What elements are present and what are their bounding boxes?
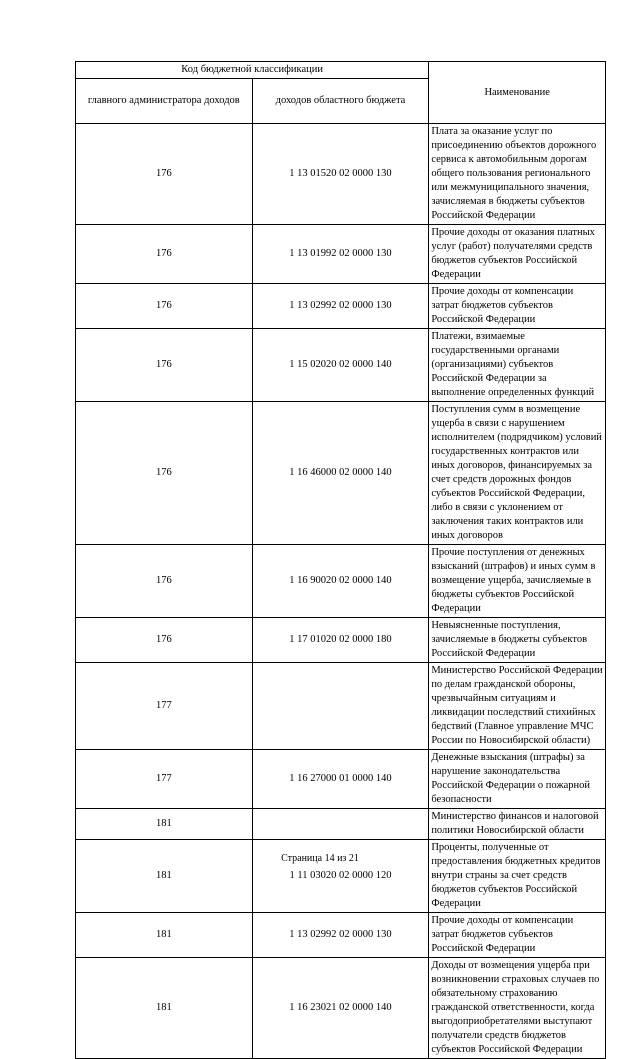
table-row	[76, 329, 606, 402]
income-code-cell: 1 17 01020 02 0000 180	[252, 618, 429, 663]
name-cell: Платежи, взимаемые государственными органами (организациями) субъектов Российской Федерации за выполнение определенных функций	[429, 329, 606, 402]
income-code-cell: 1 16 46000 02 0000 140	[252, 402, 429, 545]
name-cell: Плата за оказание услуг по присоединению объектов дорожного сервиса к автомобильным дорогам общего пользования регионального или межмуниципального значения, зачисляемая в бюджеты субъектов Российской Федерации	[429, 124, 606, 225]
name-cell: Денежные взыскания (штрафы) за нарушение законодательства Российской Федерации о пожарной безопасности	[429, 750, 606, 809]
admin-code-cell: 177	[76, 663, 253, 750]
name-cell: Министерство Российской Федерации по делам гражданской обороны, чрезвычайным ситуациям и ликвидации последствий стихийных бедствий (Главное управление МЧС России по Новосибирской области)	[429, 663, 606, 750]
income-code-cell: 1 13 01520 02 0000 130	[252, 124, 429, 225]
income-code-cell: 1 13 02992 02 0000 130	[252, 913, 429, 958]
admin-code-cell: 181	[76, 958, 253, 1059]
table-row	[76, 124, 606, 225]
table-row	[76, 663, 606, 750]
income-code-cell: 1 13 01992 02 0000 130	[252, 225, 429, 284]
admin-code-cell: 176	[76, 329, 253, 402]
admin-code-cell: 177	[76, 750, 253, 809]
header-group-title: Код бюджетной классификации	[76, 62, 429, 79]
name-cell: Поступления сумм в возмещение ущерба в связи с нарушением исполнителем (подрядчиком) условий государственных контрактов или иных договоров, финансируемых за счет средств дорожных фондов субъектов Российской Федерации, либо в связи с уклонением от заключения таких контрактов или иных договоров	[429, 402, 606, 545]
name-cell: Прочие доходы от компенсации затрат бюджетов субъектов Российской Федерации	[429, 284, 606, 329]
name-cell: Министерство финансов и налоговой политики Новосибирской области	[429, 809, 606, 840]
name-cell: Прочие поступления от денежных взысканий (штрафов) и иных сумм в возмещение ущерба, зачисляемые в бюджеты субъектов Российской Федерации	[429, 545, 606, 618]
admin-code-cell: 176	[76, 284, 253, 329]
table-row	[76, 958, 606, 1059]
table-row	[76, 545, 606, 618]
income-code-cell: 1 11 03020 02 0000 120	[252, 840, 429, 913]
admin-code-cell: 181	[76, 913, 253, 958]
income-code-cell: 1 16 27000 01 0000 140	[252, 750, 429, 809]
table-row	[76, 840, 606, 913]
header-income-code: доходов областного бюджета	[252, 79, 429, 124]
name-cell: Проценты, полученные от предоставления бюджетных кредитов внутри страны за счет средств бюджетов субъектов Российской Федерации	[429, 840, 606, 913]
table-row	[76, 284, 606, 329]
name-cell: Прочие доходы от компенсации затрат бюджетов субъектов Российской Федерации	[429, 913, 606, 958]
admin-code-cell: 181	[76, 809, 253, 840]
admin-code-cell: 176	[76, 402, 253, 545]
admin-code-cell: 176	[76, 618, 253, 663]
table-body	[76, 124, 606, 1059]
name-cell: Доходы от возмещения ущерба при возникновении страховых случаев по обязательному страхованию гражданской ответственности, когда выгодоприобретателями выступают получатели средств бюджетов субъектов Российской Федерации	[429, 958, 606, 1059]
table-row	[76, 750, 606, 809]
table-row	[76, 225, 606, 284]
header-admin-code: главного администратора доходов	[76, 79, 253, 124]
income-code-cell: 1 15 02020 02 0000 140	[252, 329, 429, 402]
name-cell: Невыясненные поступления, зачисляемые в бюджеты субъектов Российской Федерации	[429, 618, 606, 663]
income-code-cell	[252, 809, 429, 840]
budget-classification-table	[75, 61, 606, 1059]
admin-code-cell: 181	[76, 840, 253, 913]
income-code-cell	[252, 663, 429, 750]
income-code-cell: 1 16 23021 02 0000 140	[252, 958, 429, 1059]
admin-code-cell: 176	[76, 545, 253, 618]
income-code-cell: 1 16 90020 02 0000 140	[252, 545, 429, 618]
header-name: Наименование	[429, 62, 606, 124]
admin-code-cell: 176	[76, 124, 253, 225]
table-row	[76, 809, 606, 840]
table-row	[76, 913, 606, 958]
name-cell: Прочие доходы от оказания платных услуг (работ) получателями средств бюджетов субъектов Российской Федерации	[429, 225, 606, 284]
page-number: Страница 14 из 21	[281, 853, 359, 864]
income-code-cell: 1 13 02992 02 0000 130	[252, 284, 429, 329]
table-row	[76, 618, 606, 663]
admin-code-cell: 176	[76, 225, 253, 284]
table-row	[76, 402, 606, 545]
